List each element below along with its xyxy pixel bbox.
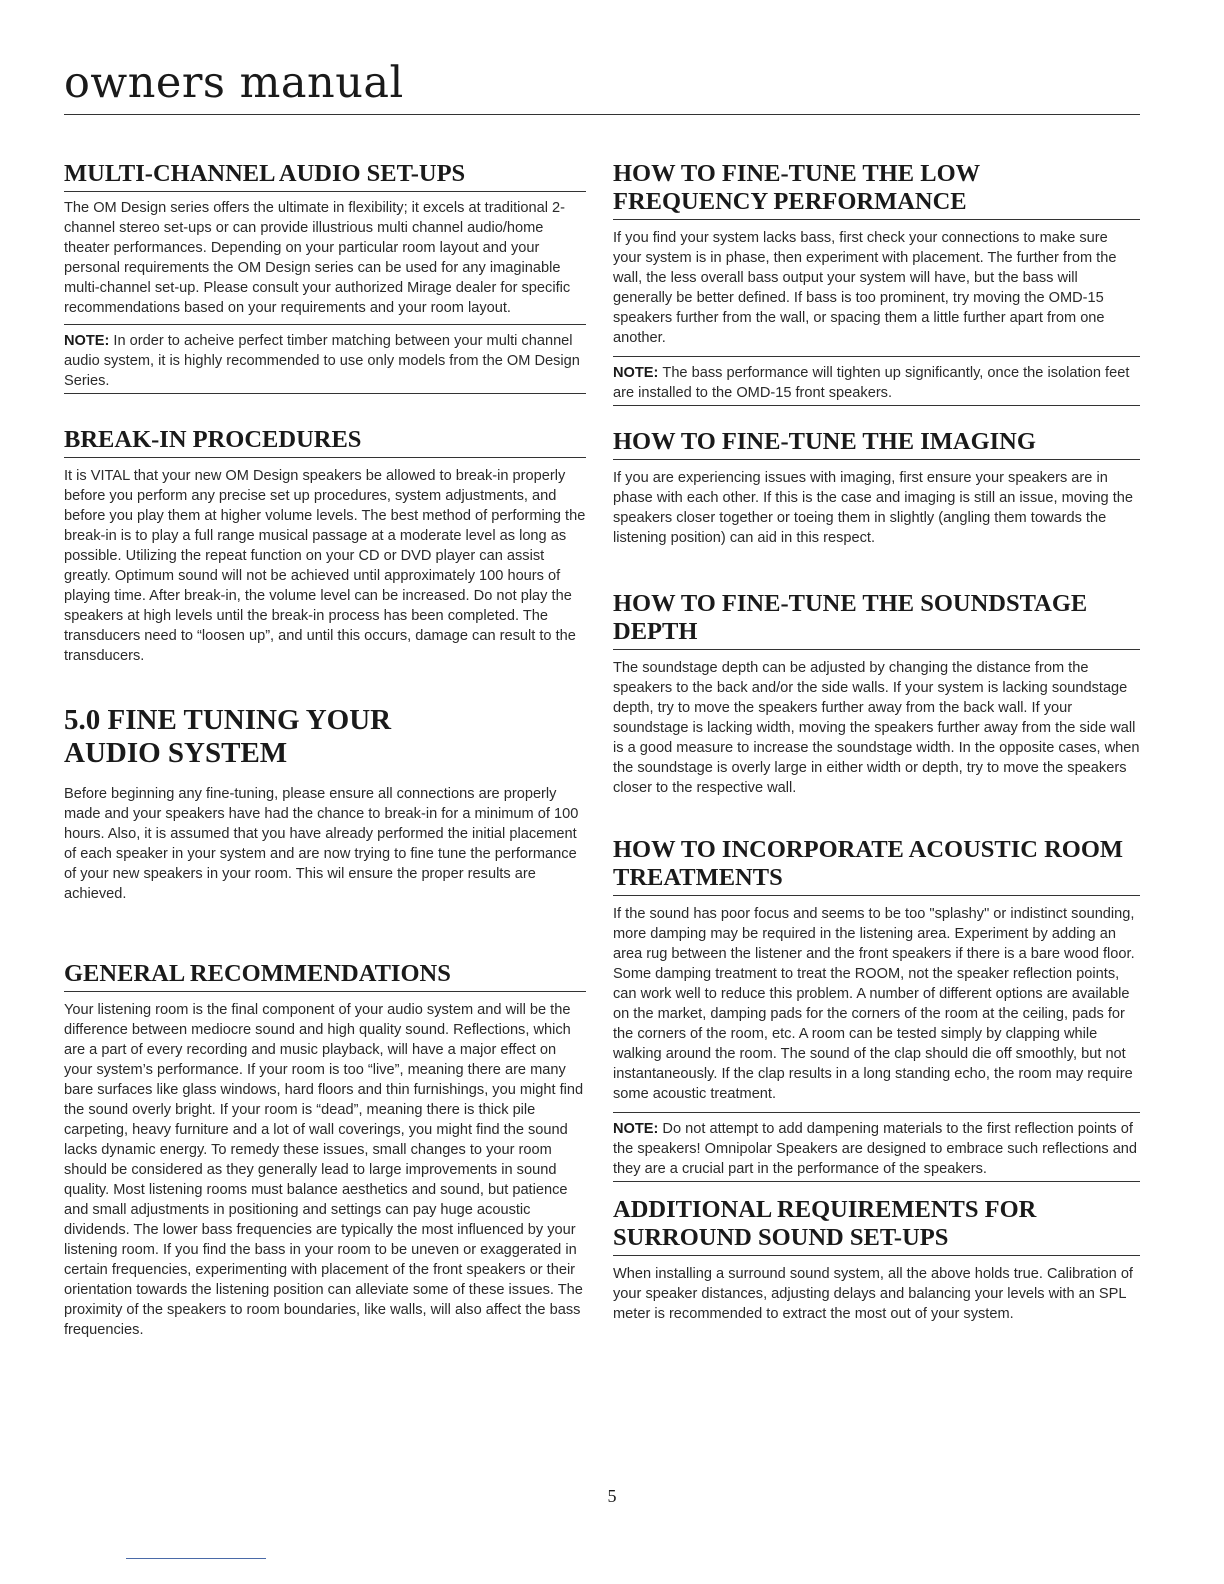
section-break-in bbox=[64, 426, 586, 696]
section-body: Your listening room is the final component of your audio system and will be the difference between mediocre sound and high quality sound. Reflections, which are a part of every recording and music playback, will have a major effect on your system’s performance. If your room is too “live”, meaning there are many bare surfaces like glass windows, hard floors and thin furnishings, you might find the sound overly bright. If your room is “dead”, meaning there is thick pile carpeting, heavy furniture and a lot of wall coverings, you might find the sound lacks dynamic energy. To remedy these issues, small changes to your room should be considered as they generally lead to large improvements in sound quality. Most listening rooms must balance aesthetics and sound, but patience and small adjustments in positioning and settings can pay huge acoustic dividends. The lower bass frequencies are typically the most influenced by your listening room. If you find the bass in your room to be uneven or exaggerated in certain frequencies, experimenting with placement of the front speakers or their orientation towards the listening position can alleviate some of these issues. The proximity of the speakers to room boundaries, like walls, will also affect the bass frequencies. bbox=[64, 1002, 584, 1338]
section-imaging bbox=[613, 428, 1140, 560]
note-label: NOTE: bbox=[64, 333, 110, 349]
section-title: HOW TO FINE-TUNE THE LOW FREQUENCY PERFORMANCE bbox=[613, 160, 1140, 220]
section-title: BREAK-IN PROCEDURES bbox=[64, 426, 586, 458]
note-text: The bass performance will tighten up significantly, once the isolation feet are installed to the OMD-15 front speakers. bbox=[613, 365, 1130, 401]
note-label: NOTE: bbox=[613, 1121, 659, 1137]
section-body: When installing a surround sound system, all the above holds true. Calibration of your speaker distances, adjusting delays and balancing your levels with an SPL meter is recommended to extract the most out of your system. bbox=[613, 1266, 1133, 1322]
section-body: If the sound has poor focus and seems to be too "splashy" or indistinct sounding, more damping may be required in the listening area. Experiment by adding an area rug between the listener and the front speakers if there is a bare wood floor. Some damping treatment to treat the ROOM, not the speaker reflection points, can work well to reduce this problem. A number of different options are available on the market, damping pads for the corners of the room at the ceiling, pads for the corners of the room, etc. A room can be tested simply by clapping while walking around the room. The sound of the clap should die off smoothly, but not instantaneously. If the clap results in a long standing echo, the room may require some acoustic treatment. bbox=[613, 906, 1135, 1102]
section-title: GENERAL RECOMMENDATIONS bbox=[64, 960, 586, 992]
section-title: MULTI-CHANNEL AUDIO SET-UPS bbox=[64, 160, 586, 192]
section-fine-tuning bbox=[64, 704, 586, 936]
section-body: If you are experiencing issues with imaging, first ensure your speakers are in phase with each other. If this is the case and imaging is still an issue, moving the speakers closer together or toeing them in slightly (angling them towards the listening position) can aid in this respect. bbox=[613, 470, 1133, 546]
section-body: The OM Design series offers the ultimate in flexibility; it excels at traditional 2-channel stereo set-ups or can provide illustrious multi channel audio/home theater performances. Depending on your particular room layout and your personal requirements the OM Design series can be used for any imaginable multi-channel set-up. Please consult your authorized Mirage dealer for specific recommendations based on your requirements and your room layout. bbox=[64, 200, 571, 316]
left-column bbox=[64, 160, 586, 1340]
section-title: HOW TO INCORPORATE ACOUSTIC ROOM TREATMENTS bbox=[613, 836, 1140, 896]
section-general bbox=[64, 960, 586, 1340]
section-multi-channel bbox=[64, 160, 586, 392]
note-box bbox=[613, 1112, 1140, 1182]
footer-rule bbox=[126, 1558, 266, 1559]
section-surround bbox=[613, 1196, 1140, 1324]
right-column bbox=[613, 160, 1140, 1324]
section-soundstage bbox=[613, 590, 1140, 800]
note-text: In order to acheive perfect timber matching between your multi channel audio system, it is highly recommended to use only models from the OM Design Series. bbox=[64, 333, 580, 389]
note-label: NOTE: bbox=[613, 365, 659, 381]
section-title: HOW TO FINE-TUNE THE IMAGING bbox=[613, 428, 1140, 460]
page-header bbox=[64, 54, 1140, 115]
note-box bbox=[613, 356, 1140, 406]
section-acoustic bbox=[613, 836, 1140, 1177]
section-low-frequency bbox=[613, 160, 1140, 401]
header-title: owners manual bbox=[64, 58, 404, 108]
section-title: HOW TO FINE-TUNE THE SOUNDSTAGE DEPTH bbox=[613, 590, 1140, 650]
section-body: The soundstage depth can be adjusted by changing the distance from the speakers to the back and/or the side walls. If your system is lacking soundstage depth, try to move the speakers further away from the back wall. If your soundstage is lacking width, moving the speakers further away from the side wall is a good measure to increase the soundstage width. In the opposite cases, when the soundstage is overly large in either width or depth, try to move the speakers closer to the respective wall. bbox=[613, 660, 1140, 796]
section-body: It is VITAL that your new OM Design speakers be allowed to break-in properly before you perform any precise set up procedures, system adjustments, and before you play them at higher volume levels. The best method of performing the break-in is to play a full range musical passage at a moderate level as long as possible. Utilizing the repeat function on your CD or DVD player can assist greatly. Optimum sound will not be achieved until approximately 100 hours of playing time. After break-in, the volume level can be increased. Do not play the speakers at high levels until the break-in process has been completed. The transducers need to “loosen up”, and until this occurs, damage can result to the transducers. bbox=[64, 468, 586, 664]
section-title: 5.0 FINE TUNING YOUR AUDIO SYSTEM bbox=[64, 704, 392, 769]
note-box bbox=[64, 324, 586, 394]
note-text: Do not attempt to add dampening materials to the first reflection points of the speakers! Omnipolar Speakers are designed to embrace such reflections and they are a crucial part in the performance of the speakers. bbox=[613, 1121, 1138, 1177]
section-body: If you find your system lacks bass, first check your connections to make sure your system is in phase, then experiment with placement. The further from the wall, the less overall bass output your system will have, but the bass will generally be better defined. If bass is too prominent, try moving the OMD-15 speakers further from the wall, or spacing them a little further apart from one another. bbox=[613, 230, 1117, 346]
page-number: 5 bbox=[607, 1486, 617, 1506]
section-title: ADDITIONAL REQUIREMENTS FOR SURROUND SOUND SET-UPS bbox=[613, 1196, 1140, 1256]
section-body: Before beginning any fine-tuning, please ensure all connections are properly made and your speakers have had the chance to break-in for a minimum of 100 hours. Also, it is assumed that you have already performed the initial placement of each speaker in your system and are now trying to fine tune the performance of your new speakers in your room. This wil ensure the proper results are achieved. bbox=[64, 786, 579, 902]
